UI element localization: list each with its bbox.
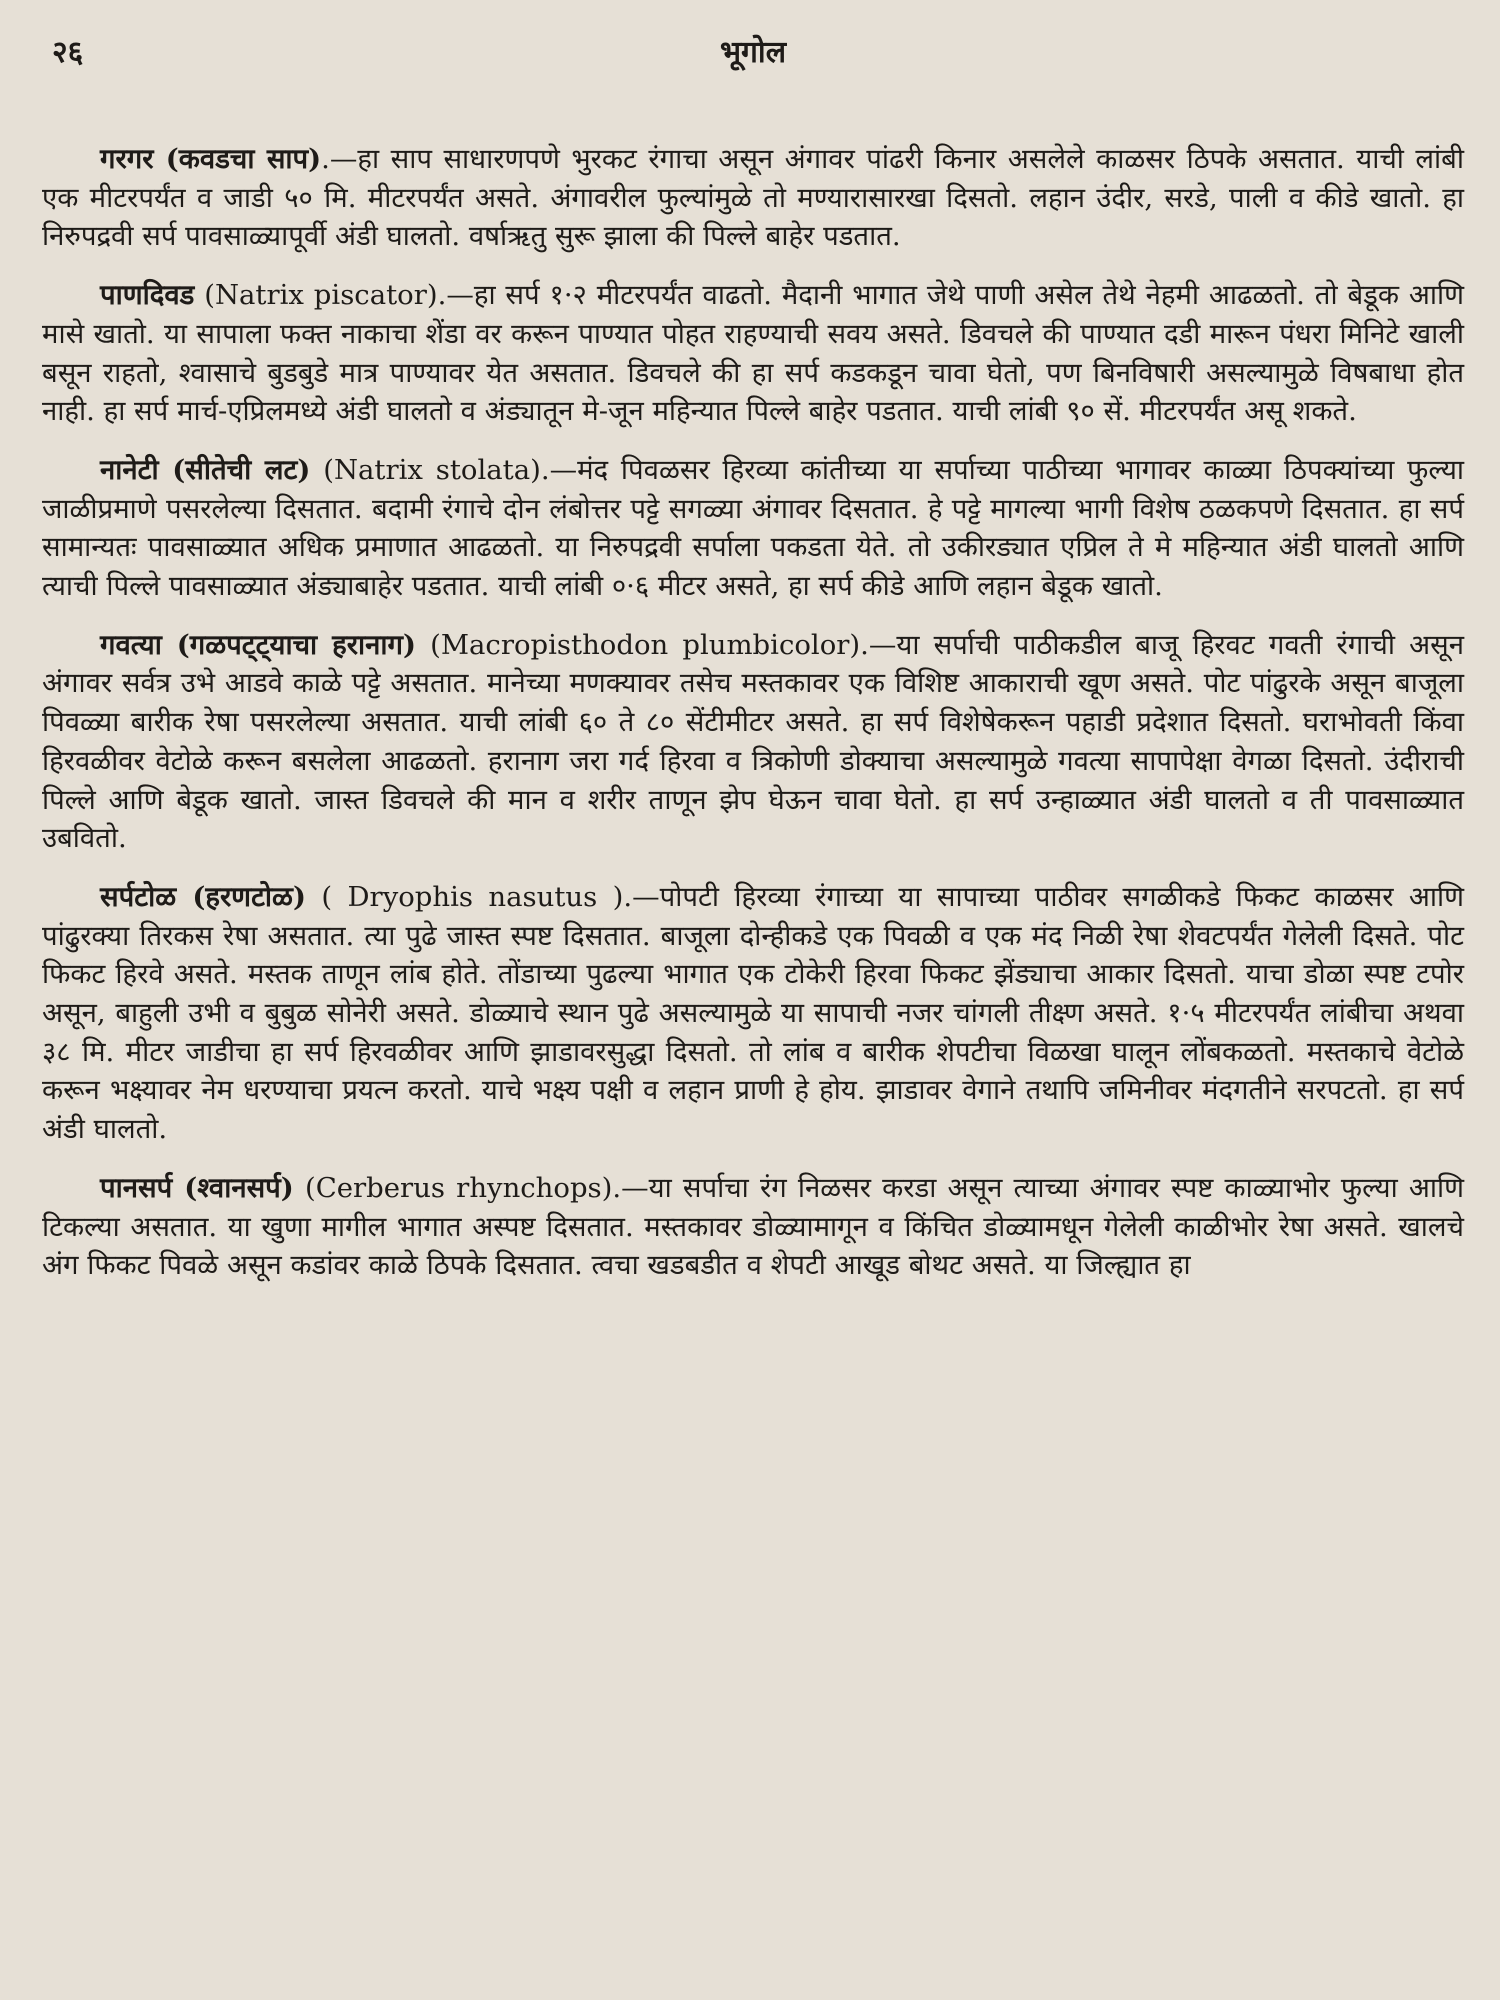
scientific-name: ( Dryophis nasutus ) — [321, 880, 624, 913]
scientific-name: (Macropisthodon plumbicolor) — [430, 628, 861, 661]
scientific-name: (Cerberus rhynchops) — [304, 1171, 613, 1204]
page-number: २६ — [52, 35, 84, 70]
entries — [42, 140, 1464, 1285]
entry-body: .—पोपटी हिरव्या रंगाच्या या सापाच्या पाठीवर सगळीकडे फिकट काळसर आणि पांढुरक्या तिरकस रेषा असतात. त्या पुढे जास्त स्पष्ट दिसतात. बाजूला दोन्हीकडे एक पिवळी व एक मंद निळी रेषा शेवटपर्यंत गेलेली दिसते. पोट फिकट हिरवे असते. मस्तक ताणून लांब होते. तोंडाच्या पुढल्या भागात एक टोकेरी हिरवा फिकट झेंड्याचा आकार दिसतो. याचा डोळा स्पष्ट टपोर असून, बाहुली उभी व बुबुळ सोनेरी असते. डोळ्याचे स्थान पुढे असल्यामुळे या सापाची नजर चांगली तीक्ष्ण असते. १·५ मीटरपर्यंत लांबीचा अथवा ३८ मि. मीटर जाडीचा हा सर्प हिरवळीवर आणि झाडावरसुद्धा दिसतो. तो लांब व बारीक शेपटीचा विळखा घालून लोंबकळतो. मस्तकाचे वेटोळे करून भक्ष्यावर नेम धरण्याचा प्रयत्न करतो. याचे भक्ष्य पक्षी व लहान प्राणी हे होय. झाडावर वेगाने तथापि जमिनीवर मंदगतीने सरपटतो. हा सर्प अंडी घालतो. — [42, 880, 1465, 1146]
entry-body: .—हा सर्प १·२ मीटरपर्यंत वाढतो. मैदानी भागात जेथे पाणी असेल तेथे नेहमी आढळतो. तो बेडूक आणि मासे खातो. या सापाला फक्त नाकाचा शेंडा वर करून पाण्यात पोहत राहण्याची सवय असते. डिवचले की पाण्यात दडी मारून पंधरा मिनिटे खाली बसून राहतो, श्वासाचे बुडबुडे मात्र पाण्यावर येत असतात. डिवचले की हा सर्प कडकडून चावा घेतो, पण बिनविषारी असल्यामुळे विषबाधा होत नाही. हा सर्प मार्च-एप्रिलमध्ये अंडी घालतो व अंड्यातून मे-जून महिन्यात पिल्ले बाहेर पडतात. याची लांबी ९० सें. मीटरपर्यंत असू शकते. — [42, 279, 1464, 428]
entry-name: गवत्या (गळपट्ट्याचा हरानाग) — [100, 628, 416, 661]
entry-body: .—या सर्पाची पाठीकडील बाजू हिरवट गवती रंगाची असून अंगावर सर्वत्र उभे आडवे काळे पट्टे असतात. मानेच्या मणक्यावर तसेच मस्तकावर एक विशिष्ट आकाराची खूण असते. पोट पांढुरके असून बाजूला पिवळ्या बारीक रेषा पसरलेल्या असतात. याची लांबी ६० ते ८० सेंटीमीटर असते. हा सर्प विशेषेकरून पहाडी प्रदेशात दिसतो. घराभोवती किंवा हिरवळीवर वेटोळे करून बसलेला आढळतो. हरानाग जरा गर्द हिरवा व त्रिकोणी डोक्याचा असल्यामुळे गवत्या सापापेक्षा वेगळा दिसतो. उंदीराची पिल्ले आणि बेडूक खातो. जास्त डिवचले की मान व शरीर ताणून झेप घेऊन चावा घेतो. हा सर्प उन्हाळ्यात अंडी घालतो व ती पावसाळ्यात उबवितो. — [42, 628, 1464, 855]
entry-name: नानेटी (सीतेची लट) — [100, 453, 311, 486]
running-title: भूगोल — [719, 35, 787, 70]
entry-gargar — [42, 140, 1464, 256]
entry-body: .—मंद पिवळसर हिरव्या कांतीच्या या सर्पाच्या पाठीच्या भागावर काळ्या ठिपक्यांच्या फुल्या जाळीप्रमाणे पसरलेल्या दिसतात. बदामी रंगाचे दोन लंबोत्तर पट्टे सगळ्या अंगावर दिसतात. हे पट्टे मागल्या भागी विशेष ठळकपणे दिसतात. हा सर्प सामान्यतः पावसाळ्यात अधिक प्रमाणात आढळतो. या निरुपद्रवी सर्पाला पकडता येते. तो उकीरड्यात एप्रिल ते मे महिन्यात अंडी घालतो आणि त्याची पिल्ले पावसाळ्यात अंड्याबाहेर पडतात. याची लांबी ०·६ मीटर असते, हा सर्प कीडे आणि लहान बेडूक खातो. — [42, 453, 1465, 603]
entry-name: गरगर (कवडचा साप) — [100, 143, 322, 175]
entry-panadivad — [42, 276, 1464, 431]
entry-name: सर्पटोळ (हरणटोळ) — [100, 880, 306, 913]
entry-body: .—हा साप साधारणपणे भुरकट रंगाचा असून अंगावर पांढरी किनार असलेले काळसर ठिपके असतात. याची लांबी एक मीटरपर्यंत व जाडी ५० मि. मीटरपर्यंत असते. अंगावरील फुल्यांमुळे तो मण्यारासारखा दिसतो. लहान उंदीर, सरडे, पाली व कीडे खातो. हा निरुपद्रवी सर्प पावसाळ्यापूर्वी अंडी घालतो. वर्षाऋतु सुरू झाला की पिल्ले बाहेर पडतात. — [42, 143, 1464, 253]
entry-name: पानसर्प (श्वानसर्प) — [100, 1171, 294, 1204]
page-header — [42, 30, 1464, 82]
scientific-name: (Natrix stolata) — [323, 453, 541, 486]
entry-name: पाणदिवड — [100, 279, 195, 312]
entry-pansarp — [42, 1169, 1464, 1285]
scientific-name: (Natrix piscator) — [204, 279, 438, 312]
entry-naneti — [42, 451, 1464, 606]
entry-body: .—या सर्पाचा रंग निळसर करडा असून त्याच्या अंगावर स्पष्ट काळ्याभोर फुल्या आणि टिकल्या असतात. या खुणा मागील भागात अस्पष्ट दिसतात. मस्तकावर डोळ्यामागून व किंचित डोळ्यामधून गेलेली काळीभोर रेषा असते. खालचे अंग फिकट पिवळे असून कडांवर काळे ठिपके दिसतात. त्वचा खडबडीत व शेपटी आखूड बोथट असते. या जिल्ह्यात हा — [42, 1171, 1465, 1282]
entry-gavatya — [42, 626, 1464, 858]
entry-sarptol — [42, 878, 1464, 1149]
